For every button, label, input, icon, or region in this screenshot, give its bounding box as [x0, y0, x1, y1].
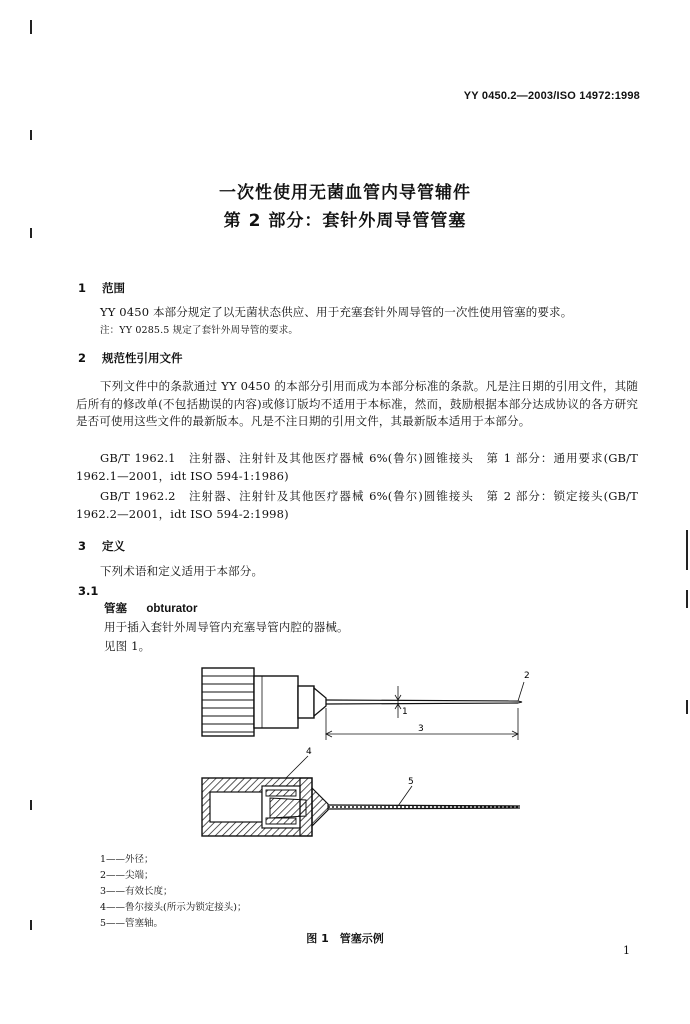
legend-item: 5——管塞轴。	[100, 918, 164, 929]
section-title: 范围	[102, 281, 125, 295]
standard-code: YY 0450.2—2003/ISO 14972:1998	[463, 90, 640, 102]
section-1-note: 注：YY 0285.5 规定了套针外周导管的要求。	[100, 325, 299, 336]
legend-item: 2——尖端；	[100, 870, 154, 881]
callout-1: 1	[402, 707, 408, 717]
document-title-line2: 第 2 部分：套针外周导管管塞	[223, 211, 467, 231]
cap-grip	[202, 668, 254, 736]
term-entry	[104, 600, 197, 616]
callout-2: 2	[524, 671, 530, 681]
section-2-heading	[78, 350, 183, 366]
obturator-side-view	[202, 668, 524, 740]
callout-5: 5	[408, 777, 414, 787]
scan-mark	[30, 130, 32, 140]
clause-number: 3.1	[78, 584, 99, 598]
scan-mark	[686, 590, 688, 608]
section-1-paragraph: YY 0450 本部分规定了以无菌状态供应、用于充塞套针外周导管的一次性使用管塞的要求。	[100, 305, 573, 319]
term-definition: 用于插入套针外周导管内充塞导管内腔的器械。	[104, 620, 349, 634]
section-1-heading	[78, 280, 125, 296]
section-3-heading	[78, 538, 125, 554]
callout-4: 4	[306, 747, 312, 757]
scan-mark	[30, 920, 32, 930]
figure-caption: 图 1 管塞示例	[306, 932, 384, 945]
scan-mark	[686, 700, 688, 714]
section-number: 2	[78, 351, 87, 365]
term-english: obturator	[146, 603, 198, 615]
legend-item: 3——有效长度；	[100, 886, 173, 897]
term-chinese: 管塞	[104, 601, 127, 615]
hub-body	[254, 676, 298, 728]
section-3-paragraph: 下列术语和定义适用于本部分。	[100, 564, 264, 578]
obturator-section-view	[202, 756, 520, 836]
page-number: 1	[623, 944, 630, 957]
scan-mark	[30, 20, 32, 34]
section-number: 3	[78, 539, 87, 553]
section-title: 定义	[102, 539, 125, 553]
document-title-line1: 一次性使用无菌血管内导管辅件	[219, 183, 471, 203]
section-number: 1	[78, 281, 87, 295]
scan-mark	[686, 530, 688, 570]
obturator-figure	[150, 660, 550, 850]
scan-mark	[30, 800, 32, 810]
reference-gbt-1962-2: GB/T 1962.2 注射器、注射针及其他医疗器械 6%(鲁尔)圆锥接头 第 2 部分：锁定接头(GB/T 1962.2—2001，idt ISO 594-2:1998)	[76, 489, 638, 521]
see-figure: 见图 1。	[104, 639, 151, 653]
legend-item: 1——外径；	[100, 854, 154, 865]
legend-item: 4——鲁尔接头(所示为锁定接头)；	[100, 902, 247, 913]
section-2-paragraph: 下列文件中的条款通过 YY 0450 的本部分引用而成为本部分标准的条款。凡是注日期的引用文件，其随后所有的修改单(不包括勘误的内容)或修订版均不适用于本标准，然而，鼓励根据本部分达成协议的各方研究是否可使用这些文件的最新版本。凡是不注日期的引用文件，其最新版本适用于本部分。	[76, 379, 638, 428]
section-title: 规范性引用文件	[102, 351, 183, 365]
figure-legend	[100, 852, 246, 932]
shaft-line	[326, 700, 518, 701]
callout-3: 3	[418, 724, 424, 734]
reference-gbt-1962-1: GB/T 1962.1 注射器、注射针及其他医疗器械 6%(鲁尔)圆锥接头 第 1 部分：通用要求(GB/T 1962.1—2001，idt ISO 594-1:1986)	[76, 451, 638, 483]
